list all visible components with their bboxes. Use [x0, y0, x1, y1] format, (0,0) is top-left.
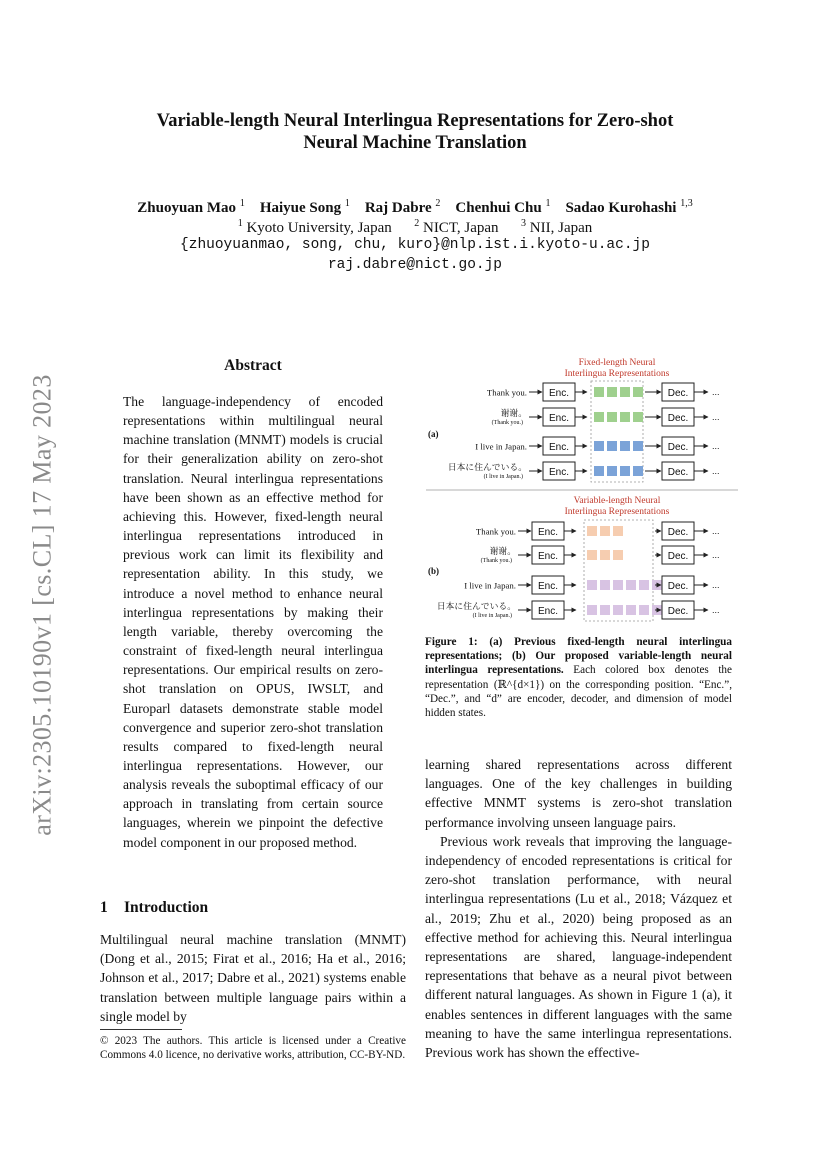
decoder-label: Dec. — [667, 606, 689, 617]
figure-1-diagram — [422, 352, 742, 630]
panel-title: Variable-length Neural — [573, 496, 661, 506]
representation-cell — [607, 387, 617, 397]
encoder-label: Enc. — [548, 388, 570, 399]
representation-cell — [587, 526, 597, 536]
representation-cell — [620, 441, 630, 451]
ellipsis: ... — [712, 466, 720, 476]
title-line-1: Variable-length Neural Interlingua Representations for Zero-shot — [156, 111, 674, 131]
representation-cell — [600, 526, 610, 536]
ellipsis: ... — [712, 550, 720, 560]
representation-cell — [620, 387, 630, 397]
representation-cell — [600, 550, 610, 560]
panel-title: Fixed-length Neural — [578, 358, 656, 368]
representation-cell — [620, 466, 630, 476]
email-line-1[interactable]: {zhuoyuanmao, song, chu, kuro}@nlp.ist.i.kyoto-u.ac.jp — [180, 237, 650, 253]
representation-cell — [639, 605, 649, 615]
representation-cell — [600, 605, 610, 615]
representation-cell — [633, 387, 643, 397]
representation-cell — [626, 580, 636, 590]
encoder-label: Enc. — [548, 442, 570, 453]
encoder-label: Enc. — [537, 527, 559, 538]
ellipsis: ... — [712, 412, 720, 422]
representation-cell — [594, 441, 604, 451]
representation-cell — [587, 605, 597, 615]
representation-cell — [613, 605, 623, 615]
input-gloss: (Thank you.) — [491, 420, 523, 426]
figure-1 — [422, 352, 742, 630]
affiliations: $^1$ Kyoto University, Japan $^2$ NICT, Japan $^3$ NII, Japan — [237, 218, 593, 236]
author: Raj Dabre — [364, 200, 432, 216]
representation-cell — [607, 441, 617, 451]
representation-cell — [600, 580, 610, 590]
affiliation: NII, Japan — [529, 220, 593, 236]
input-sentence: 日本に住んでいる。 — [447, 462, 527, 472]
decoder-label: Dec. — [667, 551, 689, 562]
representation-cell — [613, 526, 623, 536]
panel-title: Interlingua Representations — [564, 369, 670, 379]
author: Chenhui Chu — [455, 200, 542, 216]
right-column-text — [425, 755, 732, 1062]
title-line-2: Neural Machine Translation — [303, 133, 527, 153]
representation-cell — [607, 466, 617, 476]
email-line-2[interactable]: raj.dabre@nict.go.jp — [327, 257, 503, 273]
caption-bold: Figure 1: (a) Previous fixed-length neural interlingua representations; (b) Our proposed variable-length neural interlingua representations. — [425, 636, 732, 677]
arxiv-stamp: arXiv:2305.10190v1 [cs.CL] 17 May 2023 — [28, 374, 58, 836]
author: Sadao Kurohashi — [565, 200, 677, 216]
representation-cell — [633, 441, 643, 451]
representation-cell — [626, 605, 636, 615]
ellipsis: ... — [712, 580, 720, 590]
input-sentence: 日本に住んでいる。 — [436, 601, 516, 611]
decoder-label: Dec. — [667, 388, 689, 399]
representation-cell — [639, 580, 649, 590]
encoder-label: Enc. — [537, 606, 559, 617]
affiliation: NICT, Japan — [422, 220, 499, 236]
representation-cell — [613, 550, 623, 560]
decoder-label: Dec. — [667, 413, 689, 424]
representation-cell — [594, 466, 604, 476]
representation-cell — [620, 412, 630, 422]
panel-label: (b) — [428, 566, 439, 576]
decoder-label: Dec. — [667, 442, 689, 453]
input-sentence: Thank you. — [475, 526, 516, 537]
decoder-label: Dec. — [667, 527, 689, 538]
representation-cell — [587, 550, 597, 560]
abstract-heading: Abstract — [224, 357, 282, 374]
ellipsis: ... — [712, 441, 720, 451]
input-sentence: Thank you. — [486, 387, 527, 398]
footnote-rule — [100, 1029, 182, 1030]
author-list: Zhuoyuan Mao $^1$ Haiyue Song $^1$ Raj Dabre $^2$ Chenhui Chu $^1$ Sadao Kurohashi $^{1,3}$ — [137, 198, 693, 216]
input-sentence: 谢谢。 — [500, 408, 527, 418]
input-gloss: (I live in Japan.) — [472, 613, 512, 619]
input-gloss: (I live in Japan.) — [483, 474, 523, 480]
encoder-label: Enc. — [548, 413, 570, 424]
decoder-label: Dec. — [667, 581, 689, 592]
section-heading: 1 Introduction — [100, 899, 209, 916]
input-sentence: I live in Japan. — [464, 580, 516, 591]
representation-cell — [633, 466, 643, 476]
input-sentence: 谢谢。 — [489, 546, 516, 556]
intro-paragraph: Multilingual neural machine translation (MNMT) (Dong et al., 2015; Firat et al., 2016; Ha et al., 2016; Johnson et al., 2017; Dabre et al., 2021) systems enable translation between multiple language pairs within a single model by — [100, 932, 406, 1024]
representation-cell — [587, 580, 597, 590]
input-sentence: I live in Japan. — [475, 441, 527, 452]
representation-cell — [594, 387, 604, 397]
ellipsis: ... — [712, 526, 720, 536]
ellipsis: ... — [712, 387, 720, 397]
abstract-body: The language-independency of encoded representations within multilingual neural machine translation (MNMT) models is crucial for their generalization ability on zero-shot translation. Neural interlingua representations have been shown as an effective method for achieving this. However, fixed-length neural interlingua representations introduced in previous work can limit its flexibility and representation ability. In this study, we introduce a novel method to enhance neural interlingua representations by making their length variable, thereby overcoming the constraint of fixed-length neural interlingua representations. Our empirical results on zero-shot translation on OPUS, IWSLT, and Europarl datasets demonstrate stable model convergence and superior zero-shot translation results compared to fixed-length neural interlingua representations. However, our analysis reveals the suboptimal efficacy of our approach in translating from certain source languages, wherein we pinpoint the defective model component in our proposed method. — [123, 394, 383, 850]
author: Haiyue Song — [259, 200, 342, 216]
figure-caption — [425, 635, 732, 720]
affiliation: Kyoto University, Japan — [246, 220, 392, 236]
footnote: © 2023 The authors. This article is licensed under a Creative Commons 4.0 licence, no derivative works, attribution, CC-BY-ND. — [100, 1035, 406, 1061]
paper-title — [100, 110, 730, 154]
representation-cell — [594, 412, 604, 422]
caption-rest: Each colored box denotes the representation (ℝ^{d×1}) on the corresponding position. “Enc.”, “Dec.”, and “d” are encoder, decoder, and dimension of model hidden states. — [425, 664, 732, 720]
author: Zhuoyuan Mao — [137, 200, 237, 216]
encoder-label: Enc. — [548, 467, 570, 478]
right-paragraph-1: learning shared representations across different languages. One of the key challenges in building effective MNMT systems is zero-shot translation performance involving unseen language pairs. — [425, 757, 732, 830]
representation-cell — [633, 412, 643, 422]
panel-title: Interlingua Representations — [564, 507, 670, 517]
encoder-label: Enc. — [537, 581, 559, 592]
ellipsis: ... — [712, 605, 720, 615]
decoder-label: Dec. — [667, 467, 689, 478]
right-paragraph-2: Previous work reveals that improving the language-independency of encoded representations is critical for zero-shot translation performance, with neural interlingua representations (Lu et al., 2018; Vázquez et al., 2019; Zhu et al., 2020) being proposed as an effective method for achieving this. Neural interlingua representations are shared, language-independent representations that behave as a neural pivot between different natural languages. As shown in Figure 1 (a), it enables sentences in different languages with the same meaning to have the same interlingua representations. Previous work has shown the effective- — [425, 833, 732, 1061]
representation-cell — [613, 580, 623, 590]
input-gloss: (Thank you.) — [480, 558, 512, 564]
encoder-label: Enc. — [537, 551, 559, 562]
representation-cell — [607, 412, 617, 422]
panel-label: (a) — [428, 429, 439, 439]
